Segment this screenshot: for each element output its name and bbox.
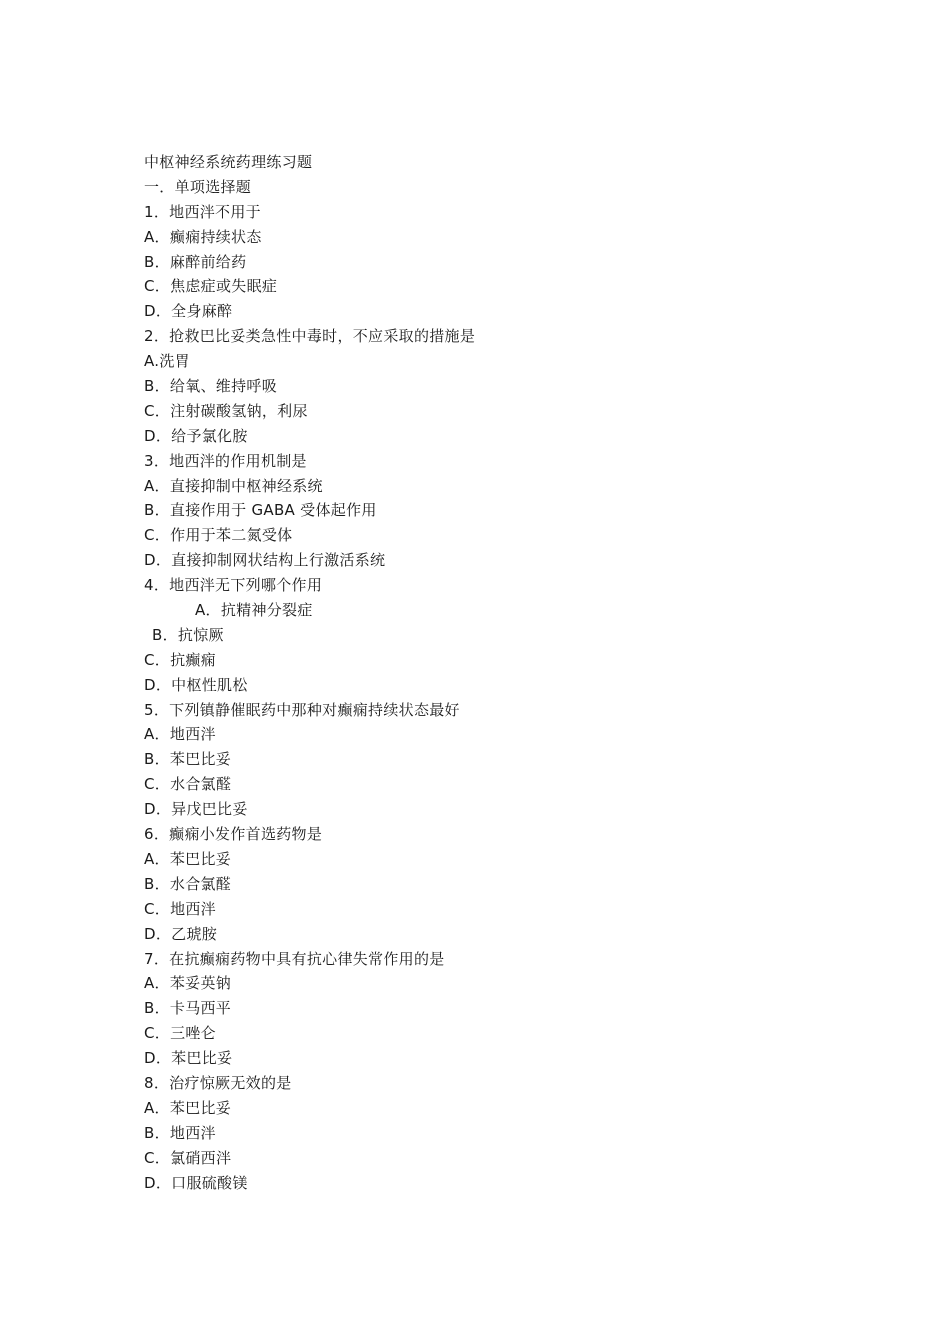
question-option: B．卡马西平	[144, 999, 232, 1018]
question-option: D．直接抑制网状结构上行激活系统	[144, 551, 386, 570]
question-option: D．异戊巴比妥	[144, 800, 248, 819]
question-option: C．焦虑症或失眠症	[144, 277, 278, 296]
question-option: A．苯妥英钠	[144, 974, 232, 993]
document-title: 中枢神经系统药理练习题	[144, 153, 313, 171]
question-stem: 8．治疗惊厥无效的是	[144, 1073, 292, 1092]
question-option: C．注射碳酸氢钠，利尿	[144, 401, 308, 420]
question-stem: 5．下列镇静催眠药中那种对癫痫持续状态最好	[144, 700, 460, 719]
question-option: A.洗胃	[144, 352, 190, 371]
question-option: C．作用于苯二氮受体	[144, 526, 293, 545]
question-option: A．抗精神分裂症	[195, 601, 313, 620]
question-option: D．苯巴比妥	[144, 1049, 233, 1068]
question-option: C．抗癫痫	[144, 650, 216, 669]
question-stem: 2．抢救巴比妥类急性中毒时，不应采取的措施是	[144, 327, 476, 346]
question-option: A．癫痫持续状态	[144, 227, 262, 246]
question-option: A．苯巴比妥	[144, 1098, 232, 1117]
question-stem: 7．在抗癫痫药物中具有抗心律失常作用的是	[144, 949, 445, 968]
question-option: C．地西泮	[144, 899, 216, 918]
question-option: D．口服硫酸镁	[144, 1173, 248, 1192]
question-option: B．苯巴比妥	[144, 750, 232, 769]
question-option: B．地西泮	[144, 1123, 216, 1142]
question-option: D．给予氯化胺	[144, 426, 248, 445]
question-option: C．氯硝西泮	[144, 1148, 232, 1167]
document-content	[144, 150, 844, 1195]
question-stem: 4．地西泮无下列哪个作用	[144, 576, 323, 595]
question-option: B．麻醉前给药	[144, 252, 247, 271]
question-option: B．抗惊厥	[152, 625, 224, 644]
question-stem: 3．地西泮的作用机制是	[144, 451, 307, 470]
question-option: D．中枢性肌松	[144, 675, 248, 694]
question-option: C．三唑仑	[144, 1024, 216, 1043]
question-option: C．水合氯醛	[144, 775, 232, 794]
question-option: A．地西泮	[144, 725, 216, 744]
question-stem: 6．癫痫小发作首选药物是	[144, 825, 323, 844]
question-stem: 1．地西泮不用于	[144, 202, 261, 221]
question-option: B．给氧、维持呼吸	[144, 377, 277, 396]
question-option: B．直接作用于 GABA 受体起作用	[144, 501, 377, 520]
question-option: D．全身麻醉	[144, 302, 233, 321]
question-option: A．直接抑制中枢神经系统	[144, 476, 323, 495]
question-option: D．乙琥胺	[144, 924, 218, 943]
question-option: A．苯巴比妥	[144, 849, 232, 868]
question-option: B．水合氯醛	[144, 874, 232, 893]
section-heading: 一．单项选择题	[144, 177, 252, 196]
